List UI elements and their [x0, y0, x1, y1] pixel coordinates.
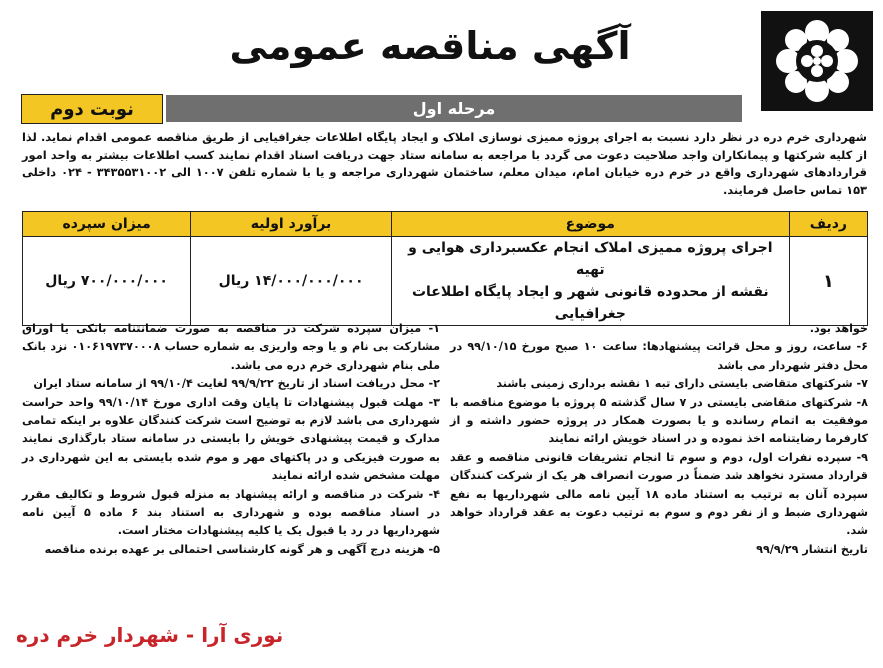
municipality-logo-icon	[774, 18, 860, 104]
header-subject: موضوع	[391, 212, 789, 237]
header-estimate: برآورد اولیه	[191, 212, 392, 237]
condition-item: خواهد بود.	[809, 322, 868, 335]
condition-item: ۸- شرکتهای متقاضی بایستی در ۷ سال گذشته ۵ پروژه با موضوع مناقصه با موفقیت به اتمام رسانده و یا بصورت همکار در پروژه حضور داشته و از کارفرما رضایتنامه اخذ نموده و در اسناد خویش ارائه نمایند	[450, 395, 868, 446]
header-index: ردیف	[789, 212, 867, 237]
row-index: ۱	[789, 237, 867, 326]
round-badge: نوبت دوم	[21, 94, 163, 124]
header-deposit: میزان سپرده	[23, 212, 191, 237]
condition-item: ۵- هزینه درج آگهی و هر گونه کارشناسی احتمالی بر عهده برنده مناقصه	[44, 542, 440, 556]
conditions-left-column	[450, 320, 868, 625]
municipality-logo	[761, 11, 873, 111]
row-estimate: ۱۴/۰۰۰/۰۰۰/۰۰۰ ریال	[191, 237, 392, 326]
publish-date: تاریخ انتشار ۹۹/۹/۲۹	[756, 542, 868, 556]
condition-item: ۱- میزان سپرده شرکت در مناقصه به صورت ضمانتنامه بانکی یا اوراق مشارکت بی نام و یا وجه واریزی به شماره حساب ۰۱۰۶۱۹۷۳۷۰۰۰۸ نزد بانک ملی بنام شهرداری خرم دره می باشد.	[22, 322, 440, 372]
table-row	[23, 237, 868, 326]
mayor-signature: نوری آرا - شهردار خرم دره	[16, 623, 284, 647]
table-header-row	[23, 212, 868, 237]
condition-item: ۴- شرکت در مناقصه و ارائه پیشنهاد به منزله قبول شروط و تکالیف مقرر در اسناد مناقصه بوده و شهرداری به استناد بند ۶ ماده ۵ آیین نامه شهرداریها در رد یا قبول یک یا کلیه پیشنهادات مختار است.	[22, 487, 441, 538]
condition-item: ۶- ساعت، روز و محل قرائت پیشنهادها: ساعت ۱۰ صبح مورخ ۹۹/۱۰/۱۵ در محل دفتر شهردار می باشد	[450, 340, 868, 372]
intro-paragraph: شهرداری خرم دره در نظر دارد نسبت به اجرای پروژه ممیزی نوسازی املاک و ایجاد پایگاه اطلاعات جغرافیایی از طریق مناقصه عمومی اقدام نماید. لذا از کلیه شرکتها و پیمانکاران واجد صلاحیت دعوت می گردد با مراجعه به سامانه ستاد جهت دریافت اسناد اقدام نمایند کسب اطلاعات بیشتر به واحد امور قراردادهای شهرداری واقع در خرم دره خیابان امام، میدان معلم، ساختمان شهرداری مراجعه و یا با شماره تلفن ۱۰۰۷ الی ۳۴۳۵۵۳۱۰۰۲ - ۰۲۴ داخلی ۱۵۳ تماس حاصل فرمایند.	[22, 130, 867, 197]
row-deposit: ۷۰۰/۰۰۰/۰۰۰ ریال	[23, 237, 191, 326]
row-subject-line1: اجرای پروژه ممیزی املاک انجام عکسبرداری هوایی و تهیه	[408, 240, 773, 278]
condition-item: ۷- شرکتهای متقاضی بایستی دارای تبه ۱ نقشه برداری زمینی باشند	[496, 377, 868, 391]
conditions-right-column	[22, 320, 440, 625]
condition-item: ۳- مهلت قبول پیشنهادات تا پایان وقت اداری مورخ ۹۹/۱۰/۱۴ واحد حراست شهرداری می باشد لازم به توضیح است شرکت کنندگان علاوه بر اینکه تمامی مدارک و قیمت پیشنهادی خویش را بایستی در سامانه ستاد بارگذاری نمایند به صورت فیزیکی و در پاکتهای مهر و موم شده بایستی به این شهرداری در مهلت مشخص شده ارائه نمایند	[22, 395, 440, 483]
stage-bar: مرحله اول	[166, 95, 742, 122]
row-subject-line2: نقشه از محدوده قانونی شهر و ایجاد پایگاه اطلاعات جغرافیایی	[411, 284, 769, 322]
condition-item: ۲- محل دریافت اسناد از تاریخ ۹۹/۹/۲۲ لغایت ۹۹/۱۰/۴ از سامانه ستاد ایران	[33, 377, 440, 391]
row-subject	[391, 237, 789, 326]
conditions	[22, 320, 868, 625]
condition-item: ۹- سپرده نفرات اول، دوم و سوم تا انجام تشریفات قانونی مناقصه و عقد قرارداد مسترد نخواهد شد ضمناً در صورت انصراف هر یک از شرکت کنندگان سپرده آنان به ترتیب به استناد ماده ۱۸ آیین نامه مالی شهرداریها به نفع شهرداری ضبط و از نفر دوم و سوم به ترتیب دعوت به عقد قرارداد خواهد شد.	[450, 450, 868, 538]
tender-table	[22, 211, 868, 326]
notice-title: آگهی مناقصه عمومی	[229, 24, 631, 68]
